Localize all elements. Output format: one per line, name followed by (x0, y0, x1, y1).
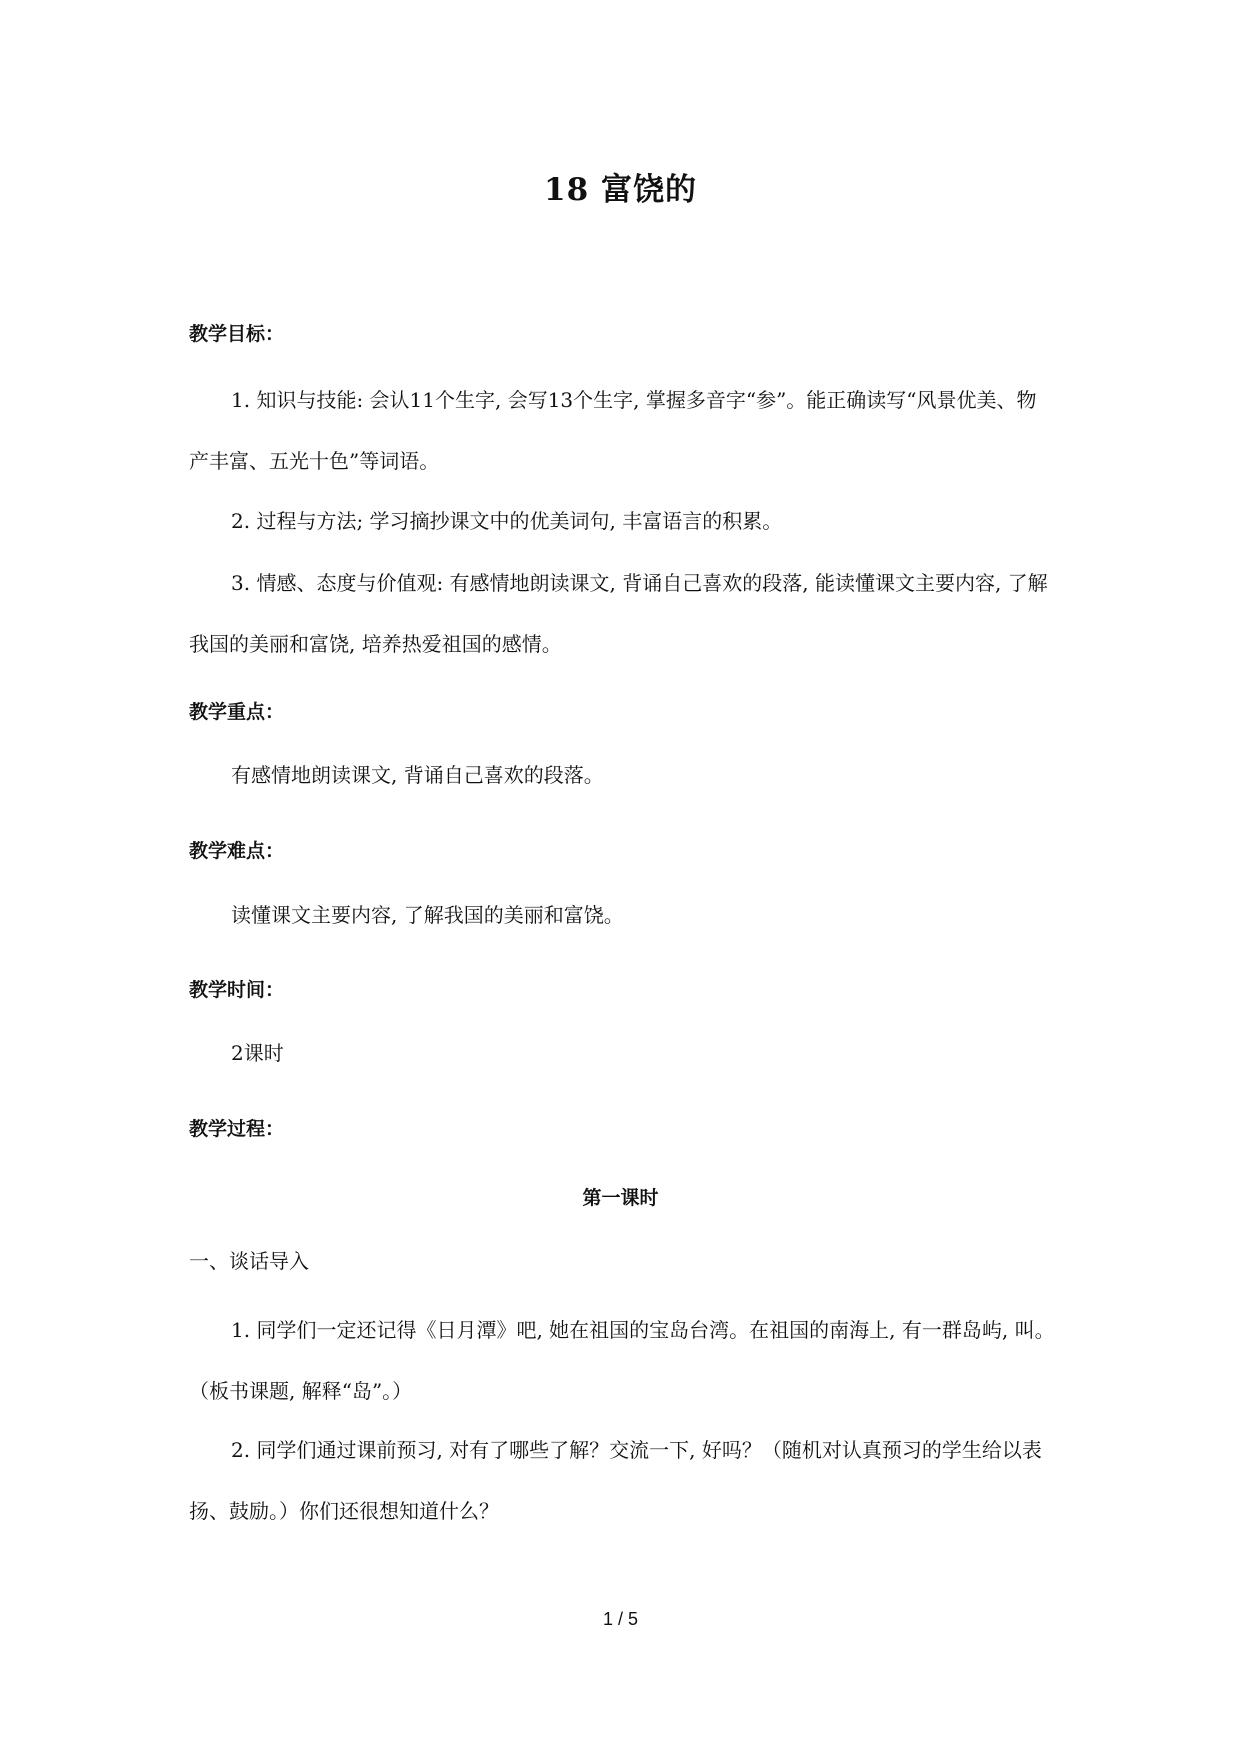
time-heading: 教学时间： (189, 979, 285, 1001)
key-points-heading: 教学重点： (189, 701, 285, 723)
goals-heading: 教学目标： (189, 323, 285, 345)
part-one-heading: 一、谈话导入 (189, 1249, 309, 1273)
goal-item-2: 2. 过程与方法; 学习摘抄课文中的优美词句, 丰富语言的积累。 (231, 509, 783, 533)
part-one-item-1: 1. 同学们一定还记得《日月潭》吧, 她在祖国的宝岛台湾。在祖国的南海上, 有一群岛屿, 叫。（板书课题, 解释“岛”。） (189, 1318, 1055, 1403)
page-number: 1 / 5 (602, 1609, 639, 1629)
process-heading: 教学过程： (189, 1118, 285, 1140)
key-points-text: 有感情地朗读课文, 背诵自己喜欢的段落。 (231, 763, 604, 787)
part-one-item-2: 2. 同学们通过课前预习, 对有了哪些了解？交流一下, 好吗？（随机对认真预习的学生给以表扬、鼓励。）你们还很想知道什么？ (189, 1438, 1042, 1523)
goal-item-3: 3. 情感、态度与价值观: 有感情地朗读课文, 背诵自己喜欢的段落, 能读懂课文主要内容, 了解我国的美丽和富饶, 培养热爱祖国的感情。 (189, 571, 1048, 656)
difficulties-heading: 教学难点： (189, 840, 285, 862)
document-title: 18 富饶的 (544, 172, 697, 208)
time-text: 2课时 (231, 1041, 284, 1065)
lesson-one-heading: 第一课时 (582, 1187, 659, 1209)
difficulties-text: 读懂课文主要内容, 了解我国的美丽和富饶。 (231, 903, 624, 927)
goal-item-1: 1. 知识与技能: 会认11个生字, 会写13个生字, 掌握多音字“参”。能正确读写“风景优美、物产丰富、五光十色”等词语。 (189, 388, 1037, 473)
